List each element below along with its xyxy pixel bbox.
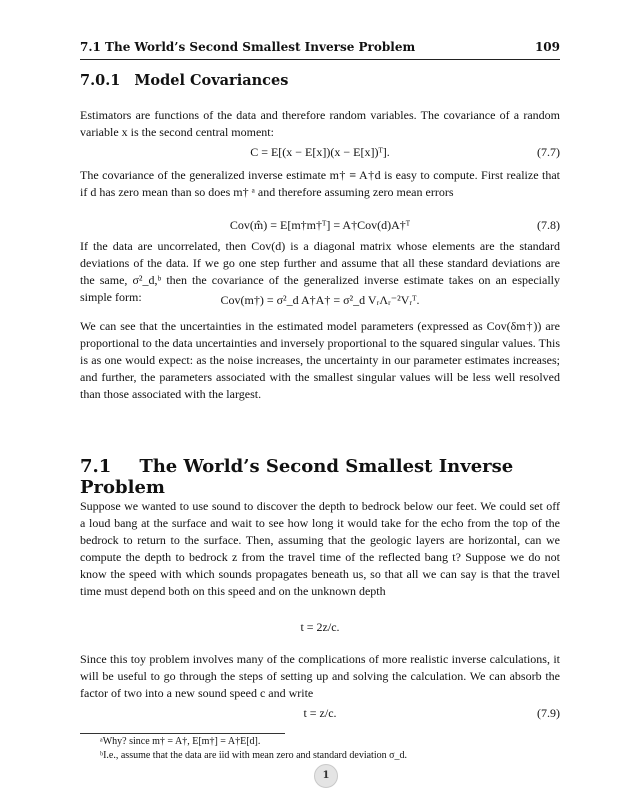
section-title: The World’s Second Smallest Inverse Problem <box>80 456 514 498</box>
equation-7-9 <box>80 706 560 721</box>
footnote-b: ᵇI.e., assume that the data are iid with mean zero and standard deviation σ_d. <box>100 750 407 761</box>
paragraph-4: We can see that the uncertainties in the estimated model parameters (expressed as Cov(δm†)) are proportional to the data uncertainties and inversely proportional to the squared singular values. This is as one would expect: as the noise increases, the uncertainty in our parameter estimates increases; and further, the parameters associated with the smallest singular values will be less well resolved than those associated with the largest. <box>80 319 560 401</box>
section-number: 7.1 <box>80 456 112 477</box>
equation-text: t = z/c. <box>303 706 337 720</box>
equation-number: (7.9) <box>537 706 560 720</box>
paragraph-5: Suppose we wanted to use sound to discover the depth to bedrock below our feet. We could set off a loud bang at the surface and wait to see how long it would take for the echo from the top of the bedrock to return to the surface. Then, assuming that the geologic layers are horizontal, can we compute the depth to bedrock z from the travel time of the reflected bang t? Suppose we do not know the speed with which sounds propagates beneath us, so that all we can say is that the travel time must depend both on this speed and on the unknown depth <box>80 499 560 598</box>
running-header <box>80 40 560 60</box>
paragraph-2: The covariance of the generalized inverse estimate m† ≡ A†d is easy to compute. First realize that if d has zero mean than so does m† ᵃ and therefore assuming zero mean errors <box>80 168 560 199</box>
page-badge[interactable]: 1 <box>314 764 338 788</box>
page-number: 109 <box>534 40 560 54</box>
subsection-heading <box>80 72 560 89</box>
subsection-title: Model Covariances <box>134 72 289 89</box>
equation-t2 <box>80 620 560 635</box>
equation-cov <box>80 293 560 308</box>
footnote-a: ᵃWhy? since m† = A†, E[m†] = A†E[d]. <box>100 736 261 747</box>
equation-7-8 <box>80 218 560 233</box>
running-title: 7.1 The World’s Second Smallest Inverse Problem <box>80 40 416 54</box>
equation-text: Cov(m̂) = E[m†m†ᵀ] = A†Cov(d)A†ᵀ <box>229 218 411 232</box>
equation-text: t = 2z/c. <box>300 620 340 634</box>
equation-number: (7.7) <box>537 145 560 159</box>
equation-text: C = E[(x − E[x])(x − E[x])ᵀ]. <box>250 145 390 159</box>
equation-text: Cov(m†) = σ²_d A†A† = σ²_d VᵣΛᵣ⁻²Vᵣᵀ. <box>220 293 420 307</box>
paragraph-6: Since this toy problem involves many of the complications of more realistic inverse calculations, it will be useful to go through the steps of setting up and solving the calculation. We can absorb the factor of two into a new sound speed c and write <box>80 652 560 700</box>
equation-7-7 <box>80 145 560 160</box>
subsection-number: 7.0.1 <box>80 72 121 89</box>
equation-number: (7.8) <box>537 218 560 232</box>
footnote-rule <box>80 733 285 734</box>
paragraph-1: Estimators are functions of the data and therefore random variables. The covariance of a random variable x is the second central moment: <box>80 108 560 139</box>
section-heading <box>80 456 560 498</box>
paragraph-3: If the data are uncorrelated, then Cov(d) is a diagonal matrix whose elements are the standard deviations of the data. If we go one step further and assume that all these standard deviations are the same, σ²_d,ᵇ then the covariance of the generalized inverse estimate takes on an especially simple form: <box>80 239 560 304</box>
